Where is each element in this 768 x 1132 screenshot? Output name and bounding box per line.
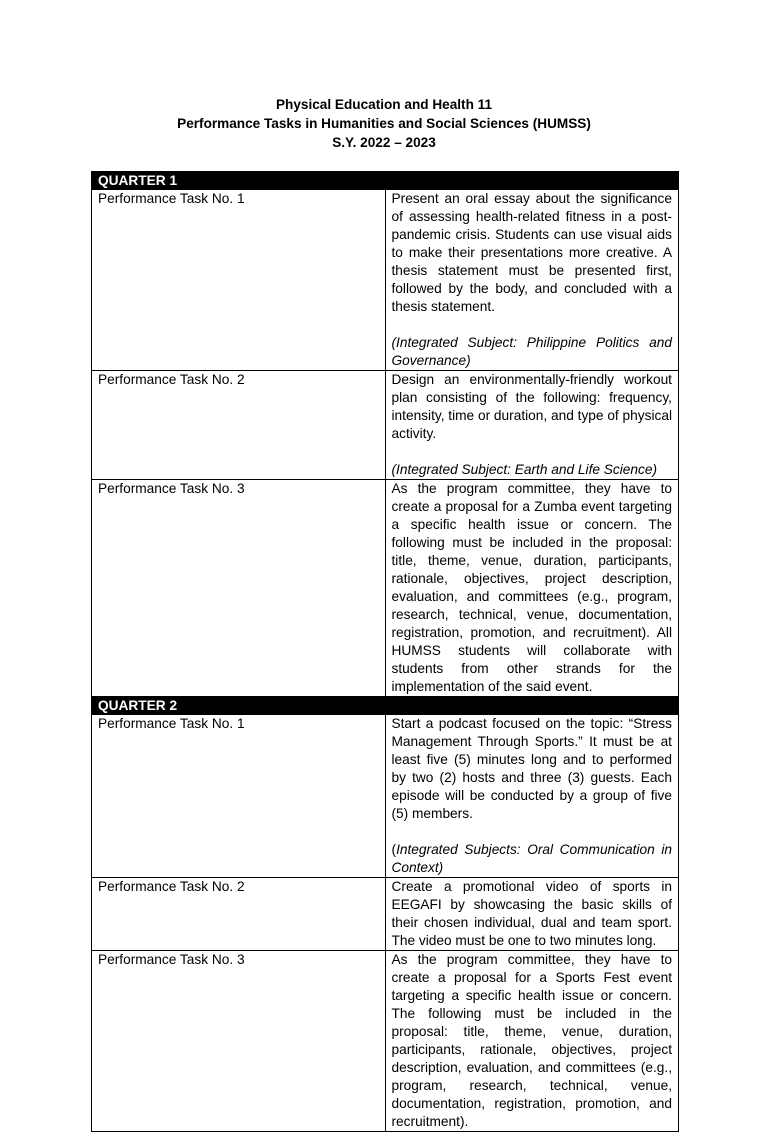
task-description-cell: [385, 371, 679, 480]
task-description: As the program committee, they have to create a proposal for a Sports Fest event targeting a specific health issue or concern. The following must be included in the proposal: title, theme, venue, duration, participants, rationale, objectives, project description, evaluation, and committees (e.g., program, research, technical, venue, documentation, registration, promotion, and recruitment).: [391, 952, 672, 1129]
task-description-cell: [385, 715, 679, 878]
performance-tasks-table: [91, 171, 679, 1132]
task-label: Performance Task No. 2: [92, 371, 386, 480]
quarter-label: QUARTER 2: [92, 697, 679, 715]
task-label: Performance Task No. 3: [92, 480, 386, 697]
task-label: Performance Task No. 1: [92, 190, 386, 371]
table-row: [92, 951, 679, 1132]
table-row: [92, 715, 679, 878]
quarter-header-row: [92, 697, 679, 715]
document-title: Physical Education and Health 11: [275, 97, 493, 112]
integrated-subject-open-paren: (: [391, 842, 397, 857]
document-subtitle: Performance Tasks in Humanities and Social Sciences (HUMSS): [177, 116, 591, 131]
task-description-cell: [385, 480, 679, 697]
integrated-subject: [392, 841, 673, 877]
table-row: [92, 371, 679, 480]
quarter-label: QUARTER 1: [92, 172, 679, 190]
integrated-subject: (Integrated Subject: Philippine Politics and Governance): [391, 335, 672, 368]
task-label: Performance Task No. 2: [92, 878, 386, 951]
table-row: [92, 190, 679, 371]
task-description-cell: [385, 878, 679, 951]
task-description: As the program committee, they have to create a proposal for a Zumba event targeting a specific health issue or concern. The following must be included in the proposal: title, theme, venue, duration, participants, rationale, objectives, project description, evaluation, and committees (e.g., program, research, technical, venue, documentation, registration, promotion, and recruitment). All HUMSS students will collaborate with students from other strands for the implementation of the said event.: [391, 481, 672, 694]
task-label: Performance Task No. 1: [92, 715, 386, 878]
integrated-subject: (Integrated Subject: Earth and Life Science): [391, 462, 658, 477]
integrated-subject-text: Integrated Subjects: Oral Communication in Context): [391, 842, 672, 875]
school-year: S.Y. 2022 – 2023: [332, 135, 436, 150]
table-row: [92, 878, 679, 951]
task-description-cell: [385, 190, 679, 371]
task-description: Create a promotional video of sports in EEGAFI by showcasing the basic skills of their chosen individual, dual and team sport. The video must be one to two minutes long.: [391, 879, 672, 948]
task-description: Design an environmentally-friendly workout plan consisting of the following: frequency, intensity, time or duration, and type of physical activity.: [391, 372, 672, 441]
document-header: [0, 95, 768, 152]
quarter-header-row: [92, 172, 679, 190]
task-description-cell: [385, 951, 679, 1132]
task-description: Present an oral essay about the significance of assessing health-related fitness in a post-pandemic crisis. Students can use visual aids to make their presentations more creative. A thesis statement must be presented first, followed by the body, and concluded with a thesis statement.: [391, 191, 672, 314]
task-label: Performance Task No. 3: [92, 951, 386, 1132]
table-row: [92, 480, 679, 697]
task-description: Start a podcast focused on the topic: “Stress Management Through Sports.” It must be at least five (5) minutes long and to performed by two (2) hosts and three (3) guests. Each episode will be conducted by a group of five (5) members.: [391, 716, 672, 821]
